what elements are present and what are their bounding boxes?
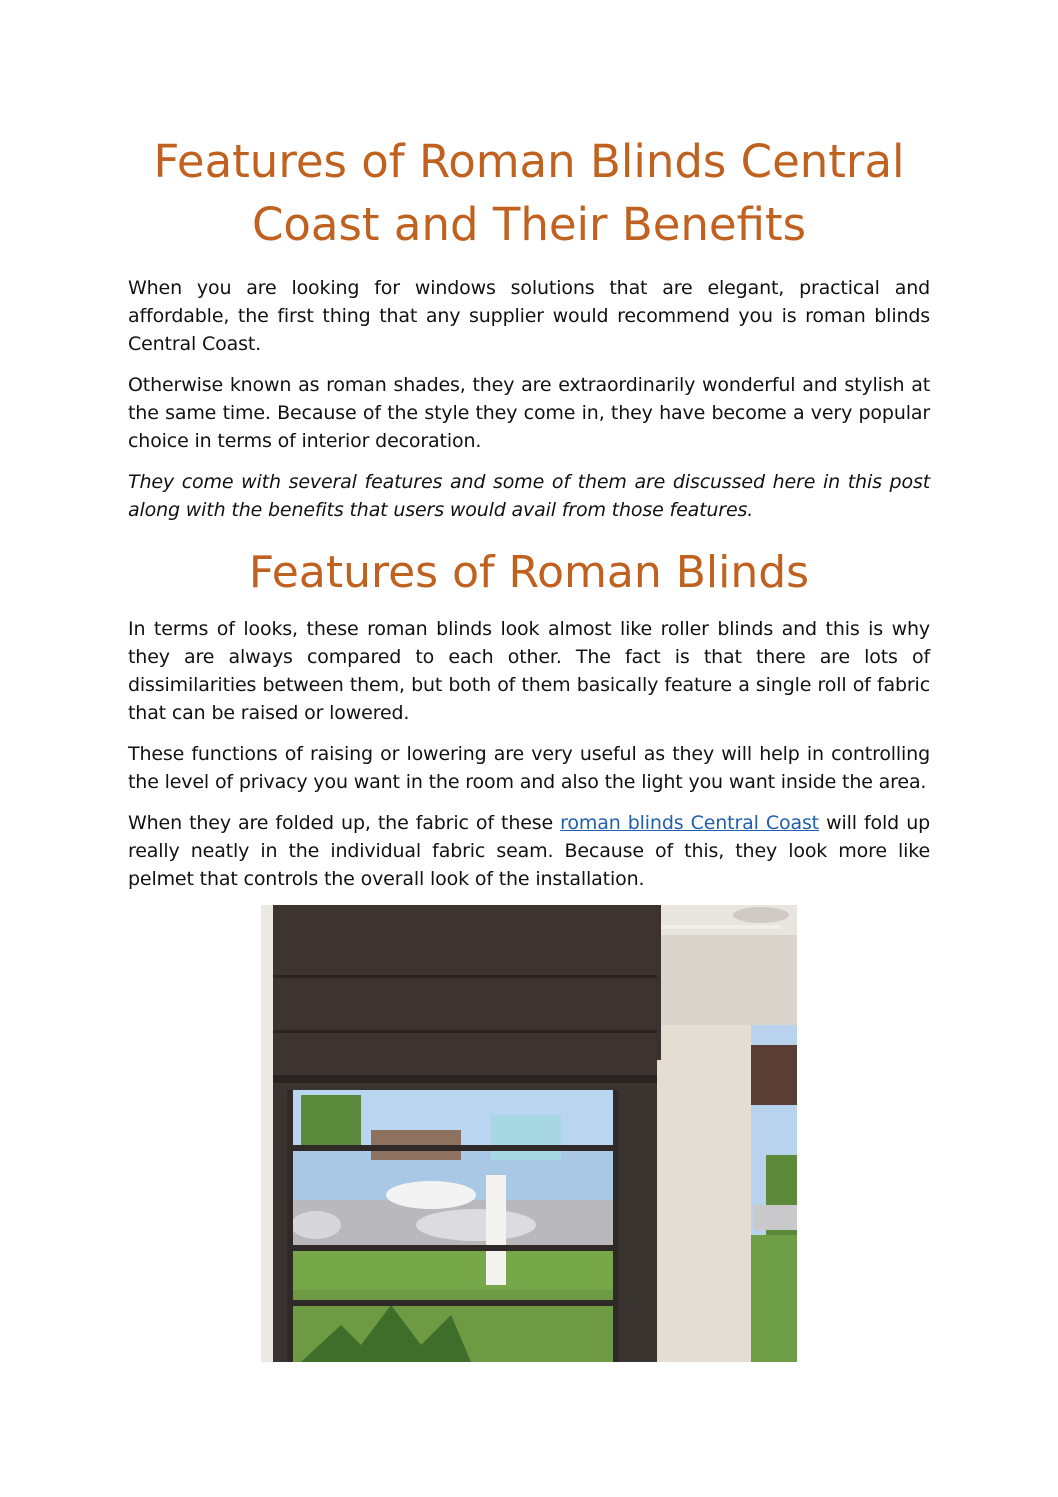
body-paragraph-2: These functions of raising or lowering are very useful as they will help in controlling the level of privacy you want in the room and also the light you want inside the area. — [128, 743, 930, 793]
intro-paragraph-2: Otherwise known as roman shades, they are extraordinarily wonderful and stylish at the same time. Because of the style they come in, they have become a very popular choice in terms of interior decoration. — [128, 374, 930, 452]
article-body — [128, 130, 930, 906]
body-paragraph-3-before: When they are folded up, the fabric of these — [128, 812, 561, 834]
body-paragraph-3-after: will fold up really neatly in the individual fabric seam. Because of this, they look more like pelmet that controls the overall look of the installation. — [128, 812, 931, 890]
body-paragraph-3 — [128, 809, 930, 893]
section-heading: Features of Roman Blinds — [248, 547, 810, 598]
intro-paragraph-3: They come with several features and some of them are discussed here in this post along with the benefits that users would avail from those features. — [128, 471, 930, 521]
intro-paragraph-1: When you are looking for windows solutions that are elegant, practical and affordable, the first thing that any supplier would recommend you is roman blinds Central Coast. — [128, 277, 930, 355]
roman-blind-photo — [261, 905, 797, 1362]
roman-blinds-link[interactable]: roman blinds Central Coast — [560, 812, 819, 834]
page-title: Features of Roman Blinds Central Coast and Their Benefits — [153, 135, 905, 251]
body-paragraph-1: In terms of looks, these roman blinds look almost like roller blinds and this is why they are always compared to each other. The fact is that there are lots of dissimilarities between them, but both of them basically feature a single roll of fabric that can be raised or lowered. — [128, 618, 930, 724]
